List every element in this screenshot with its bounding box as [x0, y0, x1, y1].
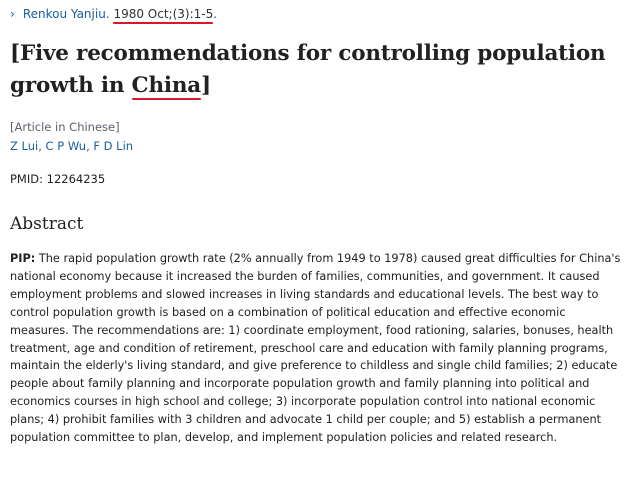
red-underline-annotation — [132, 98, 201, 100]
citation-date: 1980 Oct;(3):1-5 — [113, 7, 214, 21]
author-link[interactable]: F D Lin — [93, 139, 134, 153]
page-title — [10, 38, 610, 102]
author-link[interactable]: C P Wu — [45, 139, 87, 153]
citation-line — [10, 7, 217, 21]
citation-trailing: . — [213, 7, 218, 21]
title-highlighted-word: China — [131, 73, 202, 98]
abstract-heading: Abstract — [10, 214, 84, 234]
red-underline-annotation — [113, 22, 213, 24]
abstract-text — [10, 250, 622, 447]
language-note: [Article in Chinese] — [10, 120, 120, 134]
citation-date-wrap — [113, 7, 213, 21]
chevron-right-icon: › — [10, 7, 15, 21]
author-list — [10, 139, 133, 153]
abstract-body-text: The rapid population growth rate (2% annually from 1949 to 1978) caused great difficulties for China's national economy because it increased the burden of families, communities, and government. It caused employment problems and slowed increases in living standards and educational levels. The best way to control population growth is based on a combination of political education and effective economic measures. The recommendations are: 1) coordinate employment, food rationing, salaries, bonuses, health treatment, age and condition of retirement, preschool care and education with family planning programs, maintain the elderly's living standard, and give preference to childless and single child families; 2) educate people about family planning and incorporate population growth and family planning into political and economics courses in high school and college; 3) incorporate population control into national economic plans; 4) prohibit families with 3 children and advocate 1 child per couple; and 5) establish a permanent population committee to plan, develop, and implement population policies and related research. — [10, 252, 621, 445]
journal-link[interactable]: Renkou Yanjiu. — [22, 7, 110, 21]
author-link[interactable]: Z Lui — [10, 139, 39, 153]
title-highlight-wrap — [132, 73, 201, 98]
author-separator: , — [38, 139, 46, 153]
title-part-2: ] — [201, 73, 212, 98]
title-part-1: [Five recommendations for controlling population growth in — [10, 41, 606, 98]
pmid: PMID: 12264235 — [10, 172, 106, 186]
abstract-label: PIP: — [10, 252, 36, 265]
author-separator: , — [86, 139, 94, 153]
